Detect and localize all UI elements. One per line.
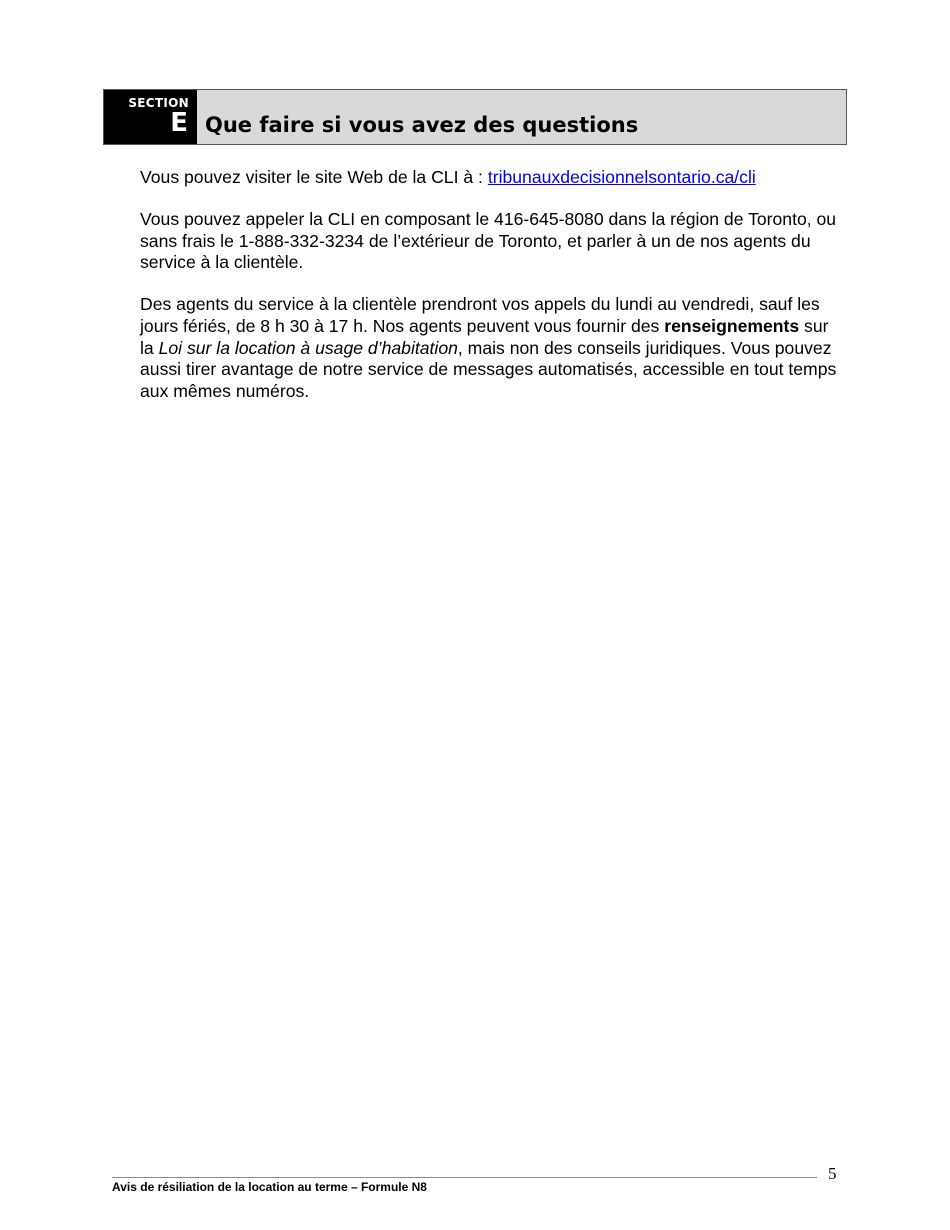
- website-text: Vous pouvez visiter le site Web de la CLI à :: [140, 167, 488, 187]
- website-link[interactable]: tribunauxdecisionnelsontario.ca/cli: [487, 167, 756, 187]
- footer-form-title: Avis de résiliation de la location au terme – Formule N8: [112, 1180, 427, 1194]
- section-body: [140, 167, 840, 423]
- hours-text-2: sur la: [140, 315, 829, 358]
- hours-paragraph: [140, 294, 840, 402]
- footer-divider: [112, 1177, 817, 1178]
- page-number: 5: [828, 1164, 837, 1183]
- phone-paragraph: Vous pouvez appeler la CLI en composant le 416-645-8080 dans la région de Toronto, ou sans frais le 1-888-332-3234 de l’extérieur de Toronto, et parler à un de nos agents du service à la clientèle.: [140, 209, 837, 273]
- section-badge: [104, 90, 197, 144]
- hours-bold-text: renseignements: [664, 315, 800, 336]
- section-header: [103, 89, 847, 145]
- website-paragraph: [140, 167, 840, 189]
- section-letter: E: [170, 108, 188, 138]
- law-title: Loi sur la location à usage d’habitation: [158, 337, 458, 358]
- section-title: Que faire si vous avez des questions: [205, 113, 639, 137]
- hours-text-3: , mais non des conseils juridiques. Vous pouvez aussi tirer avantage de notre service de messages automatisés, accessible en tout temps aux mêmes numéros.: [140, 337, 837, 401]
- hours-text-1: Des agents du service à la clientèle prendront vos appels du lundi au vendredi, sauf les jours fériés, de 8 h 30 à 17 h. Nos agents peuvent vous fournir des: [140, 294, 820, 336]
- section-label: SECTION: [128, 96, 189, 110]
